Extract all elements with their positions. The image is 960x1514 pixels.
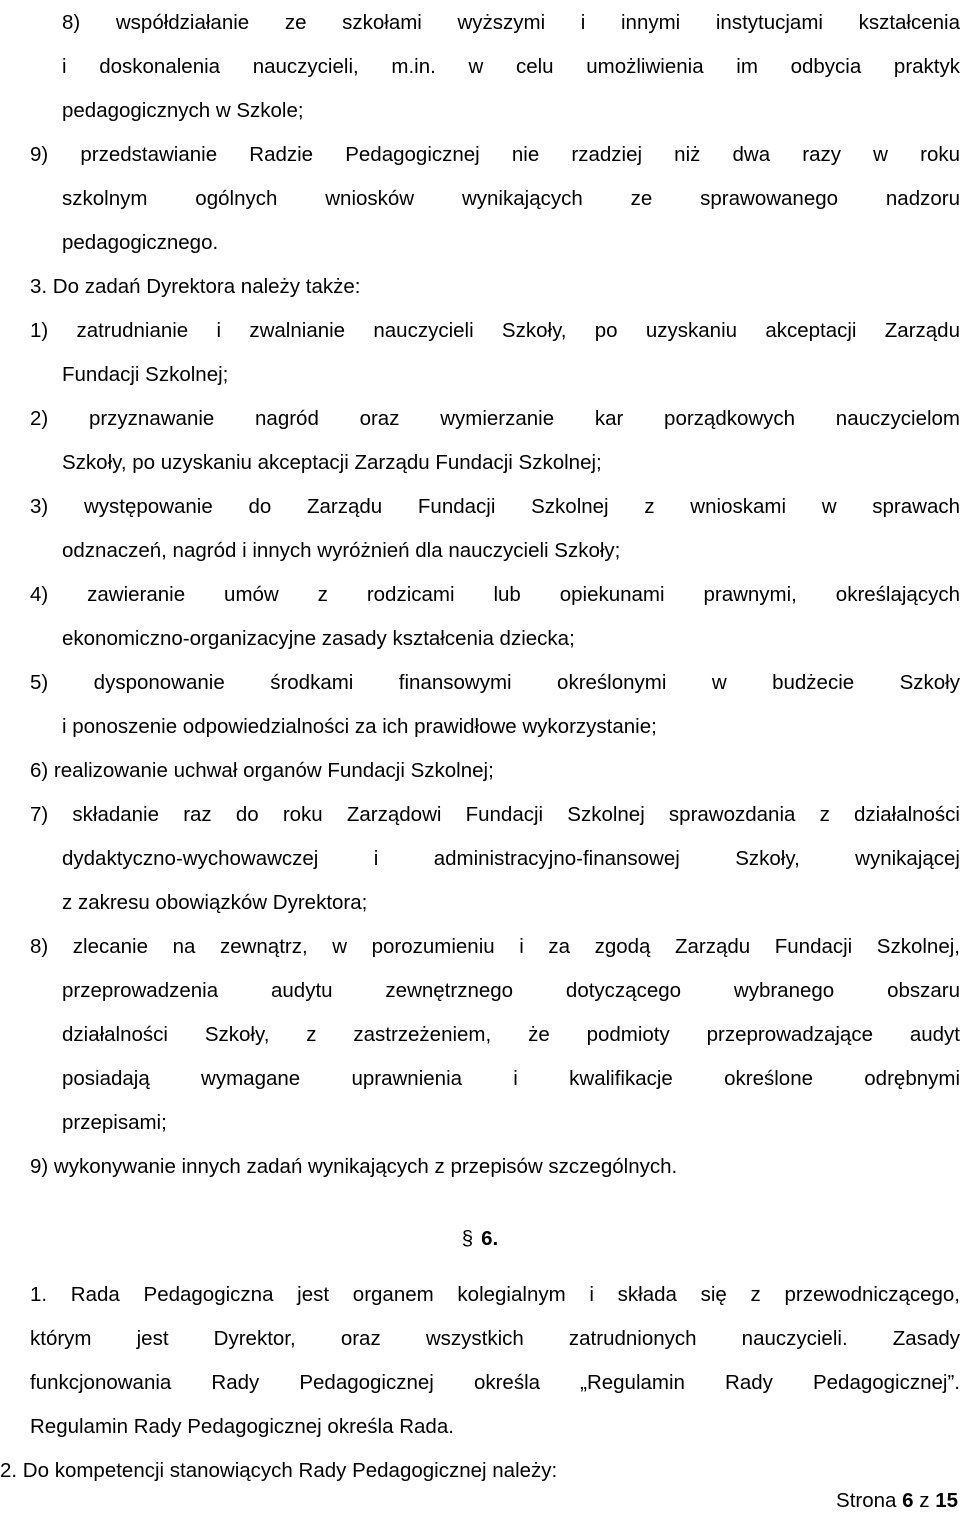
text-line: ekonomiczno-organizacyjne zasady kształcenia dziecka;	[62, 627, 575, 650]
page-footer	[836, 1488, 958, 1514]
text-line: 1) zatrudnianie i zwalnianie nauczycieli Szkoły, po uzyskaniu akceptacji Zarządu	[30, 319, 960, 342]
text-line: odznaczeń, nagród i innych wyróżnień dla nauczycieli Szkoły;	[62, 539, 621, 562]
text-line: 8) współdziałanie ze szkołami wyższymi i innymi instytucjami kształcenia	[62, 11, 960, 34]
text-line: 5) dysponowanie środkami finansowymi określonymi w budżecie Szkoły	[30, 671, 960, 694]
text-line: przepisami;	[62, 1111, 167, 1134]
text-line: pedagogicznych w Szkole;	[62, 99, 304, 122]
text-line: 2) przyznawanie nagród oraz wymierzanie kar porządkowych nauczycielom	[30, 407, 960, 430]
text-line: 8) zlecanie na zewnątrz, w porozumieniu i za zgodą Zarządu Fundacji Szkolnej,	[30, 935, 960, 958]
text-line: 9) wykonywanie innych zadań wynikających z przepisów szczególnych.	[30, 1155, 678, 1178]
section-sign: §	[461, 1227, 474, 1250]
total-pages: 15	[935, 1489, 958, 1512]
text-line: działalności Szkoły, z zastrzeżeniem, że podmioty przeprowadzające audyt	[62, 1023, 960, 1046]
text-line: 9) przedstawianie Radzie Pedagogicznej nie rzadziej niż dwa razy w roku	[30, 143, 960, 166]
text-line: 3) występowanie do Zarządu Fundacji Szkolnej z wnioskami w sprawach	[30, 495, 960, 518]
text-line: i ponoszenie odpowiedzialności za ich prawidłowe wykorzystanie;	[62, 715, 657, 738]
text-line: którym jest Dyrektor, oraz wszystkich zatrudnionych nauczycieli. Zasady	[30, 1327, 960, 1350]
current-page: 6	[902, 1489, 914, 1512]
text-line: szkolnym ogólnych wniosków wynikających ze sprawowanego nadzoru	[62, 187, 960, 210]
text-line: 2. Do kompetencji stanowiących Rady Pedagogicznej należy:	[0, 1459, 558, 1482]
text-line: 4) zawieranie umów z rodzicami lub opiekunami prawnymi, określających	[30, 583, 960, 606]
text-line: Fundacji Szkolnej;	[62, 363, 229, 386]
text-line: przeprowadzenia audytu zewnętrznego dotyczącego wybranego obszaru	[62, 979, 960, 1002]
page-label: Strona	[836, 1489, 897, 1512]
text-line: 7) składanie raz do roku Zarządowi Fundacji Szkolnej sprawozdania z działalności	[30, 803, 960, 826]
text-line: 3. Do zadań Dyrektora należy także:	[30, 275, 361, 298]
section-heading	[0, 1226, 960, 1252]
text-line: Szkoły, po uzyskaniu akceptacji Zarządu Fundacji Szkolnej;	[62, 451, 602, 474]
text-line: 1. Rada Pedagogiczna jest organem kolegialnym i składa się z przewodniczącego,	[30, 1283, 960, 1306]
section-number: 6.	[481, 1227, 499, 1250]
page-of: z	[919, 1489, 930, 1512]
text-line: Regulamin Rady Pedagogicznej określa Rada.	[30, 1415, 454, 1438]
text-line: i doskonalenia nauczycieli, m.in. w celu umożliwienia im odbycia praktyk	[62, 55, 960, 78]
text-line: funkcjonowania Rady Pedagogicznej określa „Regulamin Rady Pedagogicznej”.	[30, 1371, 960, 1394]
text-line: 6) realizowanie uchwał organów Fundacji Szkolnej;	[30, 759, 494, 782]
text-line: z zakresu obowiązków Dyrektora;	[62, 891, 368, 914]
text-line: posiadają wymagane uprawnienia i kwalifikacje określone odrębnymi	[62, 1067, 960, 1090]
text-line: pedagogicznego.	[62, 231, 219, 254]
text-line: dydaktyczno-wychowawczej i administracyjno-finansowej Szkoły, wynikającej	[62, 847, 960, 870]
